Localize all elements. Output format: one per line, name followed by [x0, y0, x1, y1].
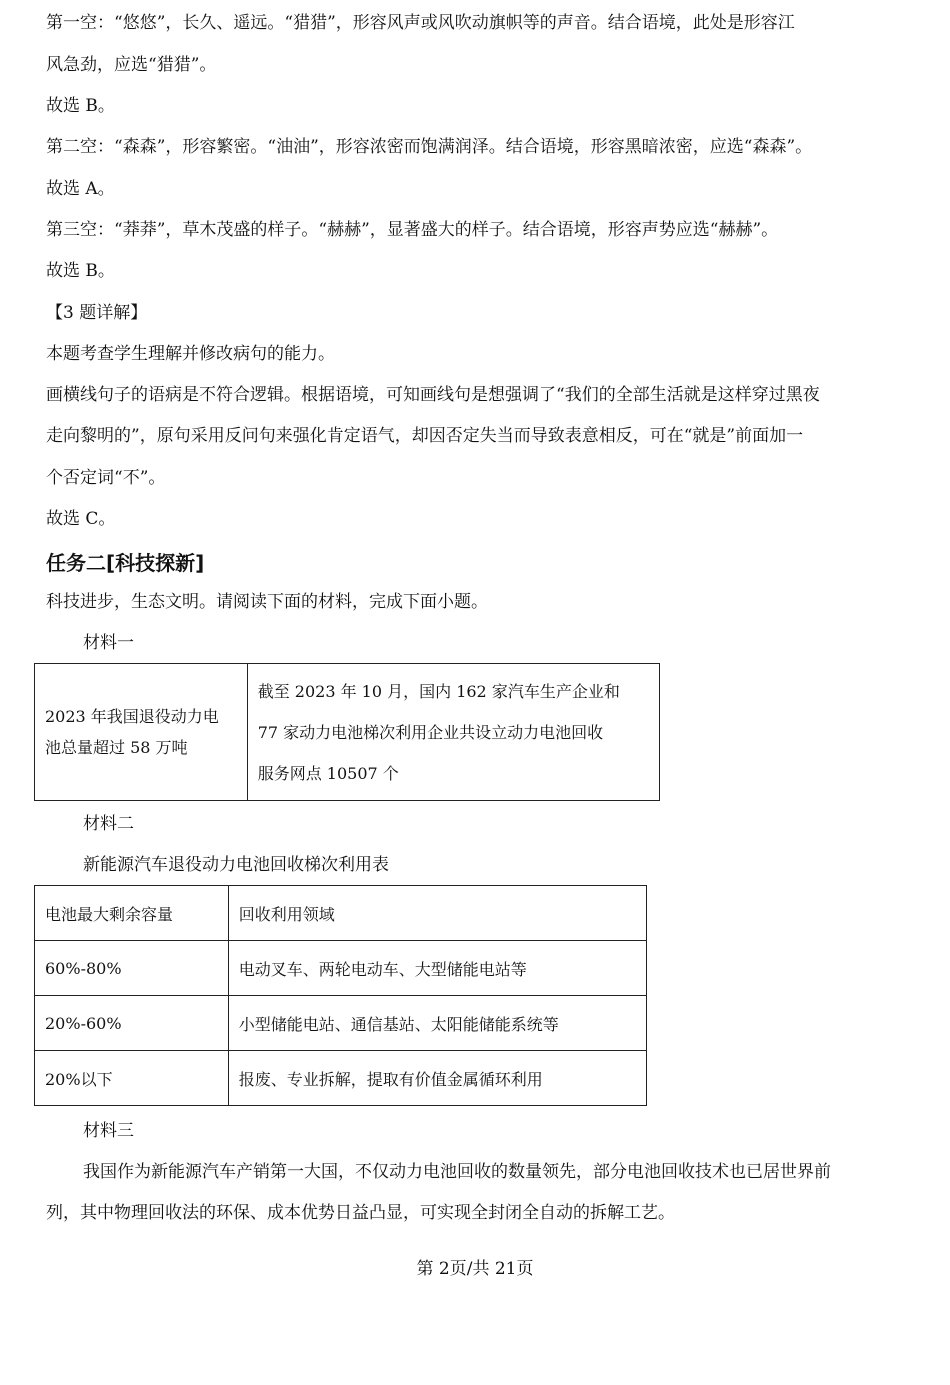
table-cell: 20%-60% [35, 996, 229, 1051]
answer-line: 故选 B。 [46, 96, 115, 116]
table-cell [247, 664, 659, 801]
paragraph-question-focus: 本题考查学生理解并修改病句的能力。 [46, 344, 335, 364]
material2-caption: 新能源汽车退役动力电池回收梯次利用表 [83, 855, 389, 875]
material3-label: 材料三 [83, 1121, 134, 1141]
table-row [35, 664, 660, 801]
material2-table [34, 885, 647, 1106]
answer-line: 故选 C。 [46, 509, 116, 529]
table-row [35, 1051, 647, 1106]
material1-right-line1: 截至 2023 年 10 月，国内 162 家汽车生产企业和 [257, 681, 620, 701]
material3-line2: 列，其中物理回收法的环保、成本优势日益凸显，可实现全封闭全自动的拆解工艺。 [46, 1203, 675, 1223]
material1-left-line2: 池总量超过 58 万吨 [45, 738, 188, 757]
table-row [35, 996, 647, 1051]
answer-line: 故选 A。 [46, 179, 115, 199]
table-header-row [35, 886, 647, 941]
material1-left-line1: 2023 年我国退役动力电 [45, 707, 219, 726]
paragraph-explanation-line3: 个否定词“不”。 [46, 468, 166, 488]
task-intro: 科技进步，生态文明。请阅读下面的材料，完成下面小题。 [46, 592, 488, 612]
table-header-cell: 电池最大剩余容量 [35, 886, 229, 941]
material3-line1: 我国作为新能源汽车产销第一大国，不仅动力电池回收的数量领先，部分电池回收技术也已居世界前 [83, 1162, 831, 1182]
page-footer: 第 2页/共 21页 [416, 1259, 534, 1279]
material1-label: 材料一 [83, 633, 134, 653]
table-cell: 小型储能电站、通信基站、太阳能储能系统等 [228, 996, 646, 1051]
task-heading: 任务二[科技探新] [46, 551, 205, 575]
paragraph-blank1-conclusion: 风急劲，应选“猎猎”。 [46, 55, 217, 75]
answer-line: 故选 B。 [46, 261, 115, 281]
table-cell: 电动叉车、两轮电动车、大型储能电站等 [228, 941, 646, 996]
paragraph-explanation-line2: 走向黎明的”，原句采用反问句来强化肯定语气，却因否定失当而导致表意相反，可在“就是”前面加一 [46, 426, 804, 446]
material1-table [34, 663, 660, 801]
table-cell [35, 664, 248, 801]
paragraph-blank1-analysis: 第一空：“悠悠”，长久、遥远。“猎猎”，形容风声或风吹动旗帜等的声音。结合语境，此处是形容江 [46, 13, 795, 33]
table-cell: 60%-80% [35, 941, 229, 996]
paragraph-explanation-line1: 画横线句子的语病是不符合逻辑。根据语境，可知画线句是想强调了“我们的全部生活就是这样穿过黑夜 [46, 385, 820, 405]
material2-label: 材料二 [83, 814, 134, 834]
table-cell: 20%以下 [35, 1051, 229, 1106]
table-header-cell: 回收利用领域 [228, 886, 646, 941]
question-detail-heading: 【3 题详解】 [46, 303, 148, 323]
material1-right-line3: 服务网点 10507 个 [257, 763, 399, 783]
table-cell: 报废、专业拆解，提取有价值金属循环利用 [228, 1051, 646, 1106]
table-row [35, 941, 647, 996]
paragraph-blank2-analysis: 第二空：“森森”，形容繁密。“油油”，形容浓密而饱满润泽。结合语境，形容黑暗浓密，应选“森森”。 [46, 137, 813, 157]
paragraph-blank3-analysis: 第三空：“莽莽”，草木茂盛的样子。“赫赫”，显著盛大的样子。结合语境，形容声势应选“赫赫”。 [46, 220, 779, 240]
material1-right-line2: 77 家动力电池梯次利用企业共设立动力电池回收 [257, 722, 604, 742]
